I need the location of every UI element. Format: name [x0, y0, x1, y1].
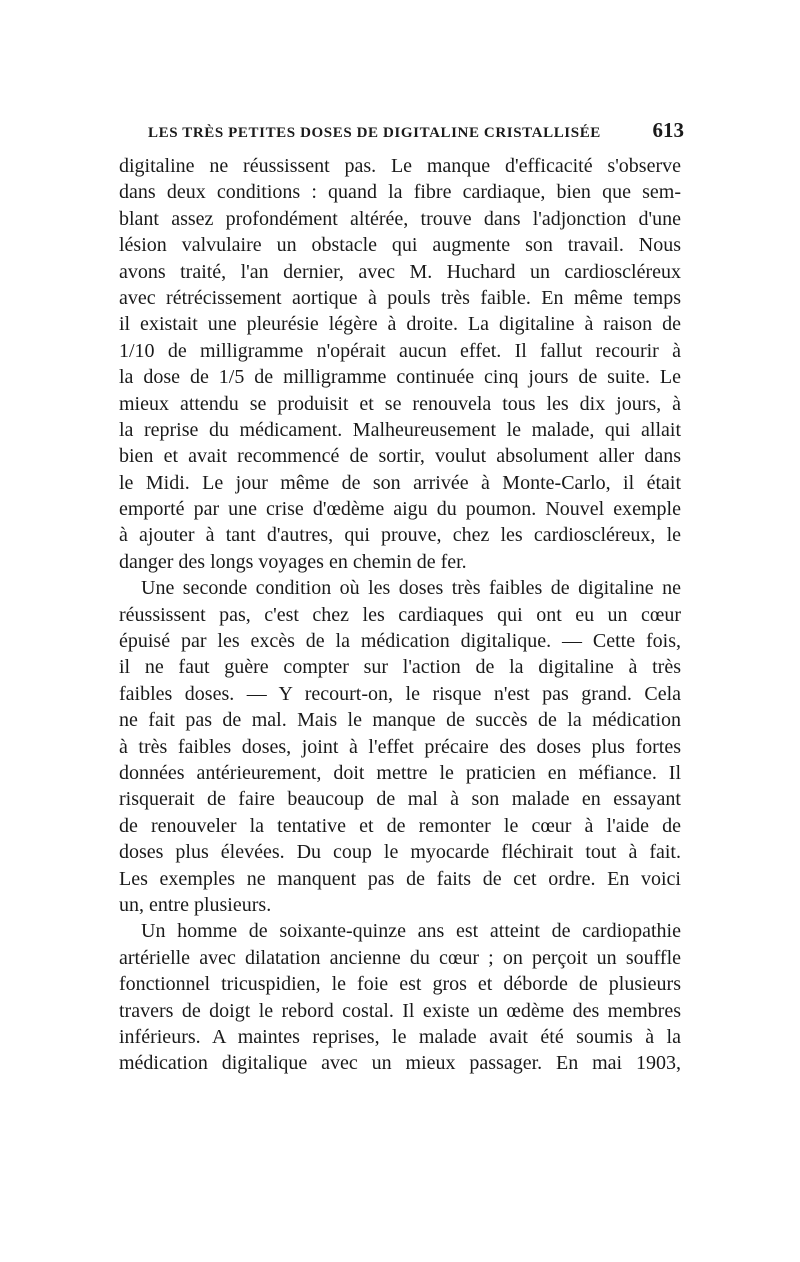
text-line: il ne faut guère compter sur l'action de la digitaline à très	[119, 656, 681, 679]
text-line: la reprise du médicament. Malheureusement le malade, qui allait	[119, 418, 681, 441]
paragraph-start-line: Une seconde condition où les doses très faibles de digitaline ne	[141, 577, 681, 600]
text-line: dans deux conditions : quand la fibre cardiaque, bien que sem-	[119, 181, 681, 204]
text-line: épuisé par les excès de la médication digitalique. — Cette fois,	[119, 630, 681, 653]
text-line: 1/10 de milligramme n'opérait aucun effet. Il fallut recourir à	[119, 339, 681, 362]
text-line: fonctionnel tricuspidien, le foie est gros et déborde de plusieurs	[119, 973, 681, 996]
running-header	[148, 118, 684, 144]
paragraph-end-line: danger des longs voyages en chemin de fer.	[119, 550, 467, 573]
running-title: LES TRÈS PETITES DOSES DE DIGITALINE CRISTALLISÉE	[148, 125, 601, 141]
page-number: 613	[652, 118, 684, 142]
text-line: réussissent pas, c'est chez les cardiaques qui ont eu un cœur	[119, 603, 681, 626]
text-line: de renouveler la tentative et de remonter le cœur à l'aide de	[119, 814, 681, 837]
paragraph-start-line: Un homme de soixante-quinze ans est atteint de cardiopathie	[141, 920, 681, 943]
text-line: ne fait pas de mal. Mais le manque de succès de la médication	[119, 709, 681, 732]
text-line: inférieurs. A maintes reprises, le malade avait été soumis à la	[119, 1025, 681, 1048]
text-line: blant assez profondément altérée, trouve dans l'adjonction d'une	[119, 207, 681, 230]
text-line: digitaline ne réussissent pas. Le manque d'efficacité s'observe	[119, 155, 681, 177]
body-text	[119, 153, 681, 1077]
text-line: lésion valvulaire un obstacle qui augmente son travail. Nous	[119, 234, 681, 257]
text-line: faibles doses. — Y recourt-on, le risque n'est pas grand. Cela	[119, 682, 681, 705]
text-line: bien et avait recommencé de sortir, voulut absolument aller dans	[119, 445, 681, 468]
paragraph-end-line: un, entre plusieurs.	[119, 893, 272, 916]
text-line: à très faibles doses, joint à l'effet précaire des doses plus fortes	[119, 735, 681, 758]
text-line: la dose de 1/5 de milligramme continuée cinq jours de suite. Le	[119, 366, 681, 389]
text-line: données antérieurement, doit mettre le praticien en méfiance. Il	[119, 761, 681, 784]
text-line: avons traité, l'an dernier, avec M. Huchard un cardioscléreux	[119, 260, 681, 283]
text-line: Les exemples ne manquent pas de faits de cet ordre. En voici	[119, 867, 681, 890]
text-line: risquerait de faire beaucoup de mal à son malade en essayant	[119, 788, 681, 811]
text-line: il existait une pleurésie légère à droite. La digitaline à raison de	[119, 313, 681, 336]
text-line: mieux attendu se produisit et se renouvela tous les dix jours, à	[119, 392, 681, 415]
text-line: à ajouter à tant d'autres, qui prouve, chez les cardioscléreux, le	[119, 524, 681, 547]
text-line: doses plus élevées. Du coup le myocarde fléchirait tout à fait.	[119, 841, 681, 864]
text-line: travers de doigt le rebord costal. Il existe un œdème des membres	[119, 999, 681, 1022]
text-line: artérielle avec dilatation ancienne du cœur ; on perçoit un souffle	[119, 946, 681, 969]
text-line: emporté par une crise d'œdème aigu du poumon. Nouvel exemple	[119, 498, 681, 521]
text-line: le Midi. Le jour même de son arrivée à Monte-Carlo, il était	[119, 471, 681, 494]
text-line: médication digitalique avec un mieux passager. En mai 1903,	[119, 1052, 681, 1075]
text-line: avec rétrécissement aortique à pouls très faible. En même temps	[119, 286, 681, 309]
